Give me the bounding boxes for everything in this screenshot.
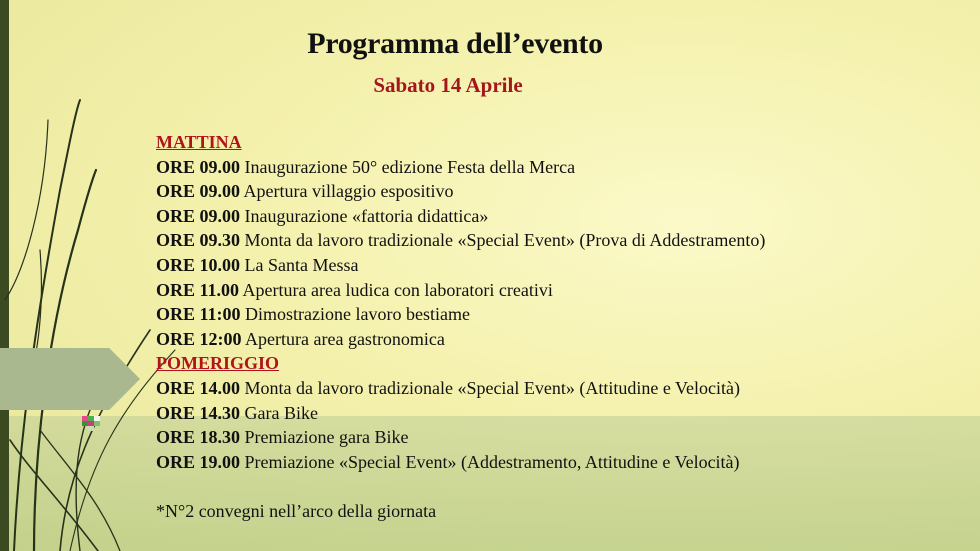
schedule-time: ORE 11:00 — [156, 304, 241, 325]
schedule-item — [156, 228, 956, 253]
schedule-time: ORE 14.30 — [156, 402, 241, 423]
schedule-time: ORE 09.00 — [156, 156, 241, 177]
schedule-item — [156, 179, 956, 204]
schedule-description: Gara Bike — [244, 402, 318, 423]
schedule-item — [156, 327, 956, 352]
schedule-item — [156, 204, 956, 229]
schedule-item — [156, 425, 956, 450]
schedule-description: Premiazione gara Bike — [244, 427, 409, 448]
schedule-description: Inaugurazione «fattoria didattica» — [244, 205, 489, 226]
schedule-item — [156, 155, 956, 180]
schedule-item — [156, 401, 956, 426]
footnote: *N°2 convegni nell’arco della giornata — [156, 501, 437, 521]
schedule-description: Premiazione «Special Event» (Addestramento, Attitudine e Velocità) — [244, 451, 740, 472]
schedule-time: ORE 09.00 — [156, 205, 241, 226]
schedule-description: Monta da lavoro tradizionale «Special Event» (Prova di Addestramento) — [244, 230, 766, 251]
morning-heading: MATTINA — [156, 132, 242, 152]
page-title: Programma dell’evento — [307, 27, 603, 60]
schedule-time: ORE 11.00 — [156, 279, 240, 300]
event-date: Sabato 14 Aprile — [373, 73, 523, 97]
schedule-time: ORE 14.00 — [156, 377, 241, 398]
pixel-artifact — [82, 416, 106, 432]
schedule-item — [156, 450, 956, 475]
schedule-item — [156, 253, 956, 278]
schedule-time: ORE 09.00 — [156, 181, 241, 202]
schedule-item — [156, 376, 956, 401]
schedule-description: Monta da lavoro tradizionale «Special Event» (Attitudine e Velocità) — [244, 377, 741, 398]
schedule-item — [156, 278, 956, 303]
event-program — [156, 130, 956, 474]
schedule-time: ORE 10.00 — [156, 254, 241, 275]
schedule-description: Apertura area gastronomica — [245, 328, 445, 349]
schedule-description: Apertura area ludica con laboratori creativi — [242, 279, 553, 300]
schedule-description: La Santa Messa — [244, 254, 359, 275]
schedule-item — [156, 302, 956, 327]
afternoon-heading: POMERIGGIO — [156, 353, 280, 374]
schedule-description: Dimostrazione lavoro bestiame — [245, 304, 470, 325]
schedule-time: ORE 19.00 — [156, 451, 241, 472]
schedule-time: ORE 09.30 — [156, 230, 241, 251]
schedule-description: Apertura villaggio espositivo — [243, 181, 454, 202]
schedule-time: ORE 12:00 — [156, 328, 242, 349]
schedule-time: ORE 18.30 — [156, 427, 241, 448]
schedule-description: Inaugurazione 50° edizione Festa della Merca — [244, 156, 576, 177]
